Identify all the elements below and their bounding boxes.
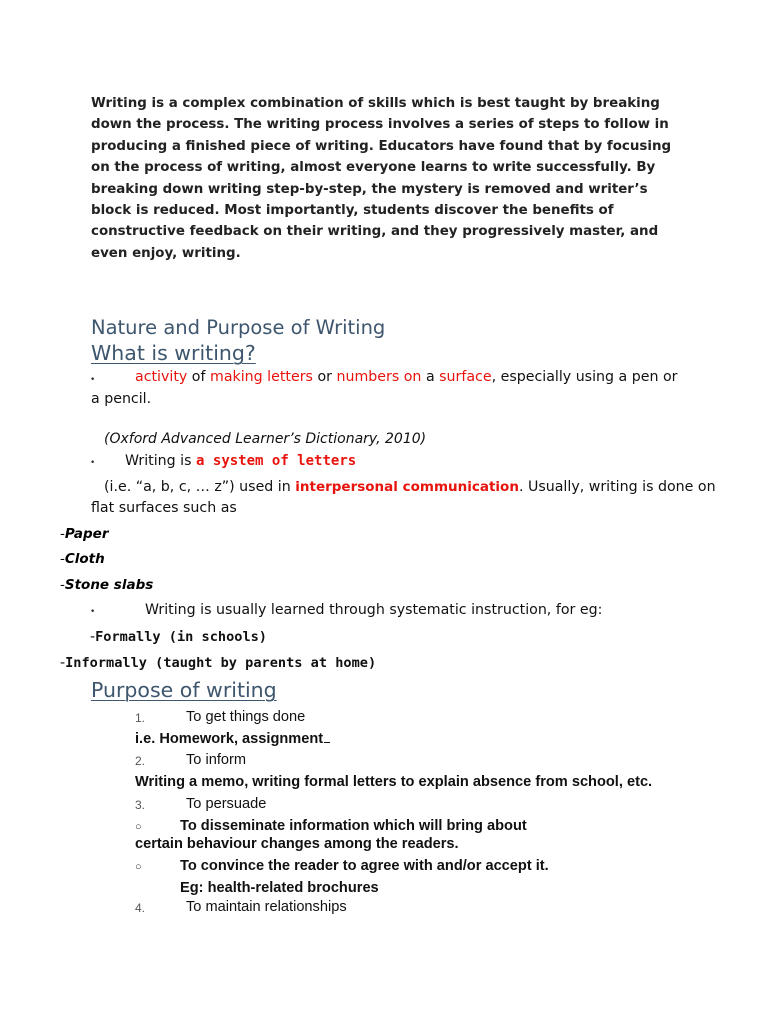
definition-a: a [421,369,440,385]
definition-line-2: a pencil. [91,391,152,407]
ie-highlight: interpersonal communication [295,479,519,495]
ie-line [104,479,716,495]
intro-paragraph [91,93,691,264]
ie-prefix: (i.e. “a, b, c, … z”) used in [104,479,296,495]
definition-of: of [187,369,210,385]
list-number: 2. [135,754,146,768]
definition-surface: surface [439,369,492,385]
definition-numbers-on: numbers on [336,369,422,385]
purpose-3-sub-1: To disseminate information which will bring about [180,818,527,834]
surface-item-paper: -Paper [60,526,109,542]
learned-line: Writing is usually learned through systematic instruction, for eg: [145,602,603,618]
purpose-item-3: To persuade [186,796,267,812]
purpose-2-note: Writing a memo, writing formal letters to explain absence from school, etc. [135,774,653,790]
ie-suffix: . Usually, writing is done on [518,479,716,495]
circle-bullet-icon: ○ [135,861,142,873]
list-number: 1. [135,711,146,725]
formally-line: -Formally (in schools) [90,629,267,645]
definition-making-letters: making letters [210,369,313,385]
purpose-item-2: To inform [186,752,247,768]
purpose-3-sub-1-cont: certain behaviour changes among the readers. [135,836,459,852]
definition-or: or [312,369,337,385]
system-highlight: a system of letters [196,453,357,469]
definition-activity: activity [135,369,188,385]
intro-line: breaking down writing step-by-step, the mystery is removed and writer’s [91,181,648,197]
bullet-icon: • [90,607,96,617]
nature-heading: Nature and Purpose of Writing [91,316,386,339]
intro-line: block is reduced. Most importantly, students discover the benefits of [91,203,614,219]
purpose-1-note: i.e. Homework, assignment [135,731,330,747]
intro-line: constructive feedback on their writing, and they progressively master, and [91,224,659,240]
intro-line: producing a finished piece of writing. Educators have found that by focusing [91,138,672,154]
system-prefix: Writing is [125,453,197,469]
intro-line: Writing is a complex combination of skills which is best taught by breaking [91,96,660,111]
surface-item-stone-slabs: -Stone slabs [60,577,154,593]
surface-item-cloth: -Cloth [60,551,105,567]
purpose-item-4: To maintain relationships [186,899,347,915]
purpose-3-sub-2: To convince the reader to agree with and/or accept it. [180,858,549,874]
intro-line: down the process. The writing process involves a series of steps to follow in [91,117,669,133]
purpose-3-sub-2-eg: Eg: health-related brochures [180,880,379,896]
citation: (Oxford Advanced Learner’s Dictionary, 2010) [104,431,427,447]
bullet-icon: • [90,375,96,385]
what-heading: What is writing? [91,341,256,365]
list-number: 3. [135,798,146,812]
purpose-item-1: To get things done [186,709,306,725]
purpose-heading: Purpose of writing [91,678,277,702]
circle-bullet-icon: ○ [135,821,142,833]
list-number: 4. [135,901,146,915]
flat-surfaces-line: flat surfaces such as [91,500,237,516]
definition-line [135,369,677,385]
intro-line: even enjoy, writing. [91,245,241,261]
intro-line: on the process of writing, almost everyone learns to write successfully. By [91,160,656,176]
definition-rest: , especially using a pen or [491,369,678,385]
underline-mark [324,742,330,743]
informally-line: -Informally (taught by parents at home) [60,655,377,671]
system-line [125,453,356,469]
bullet-icon: • [90,458,96,468]
